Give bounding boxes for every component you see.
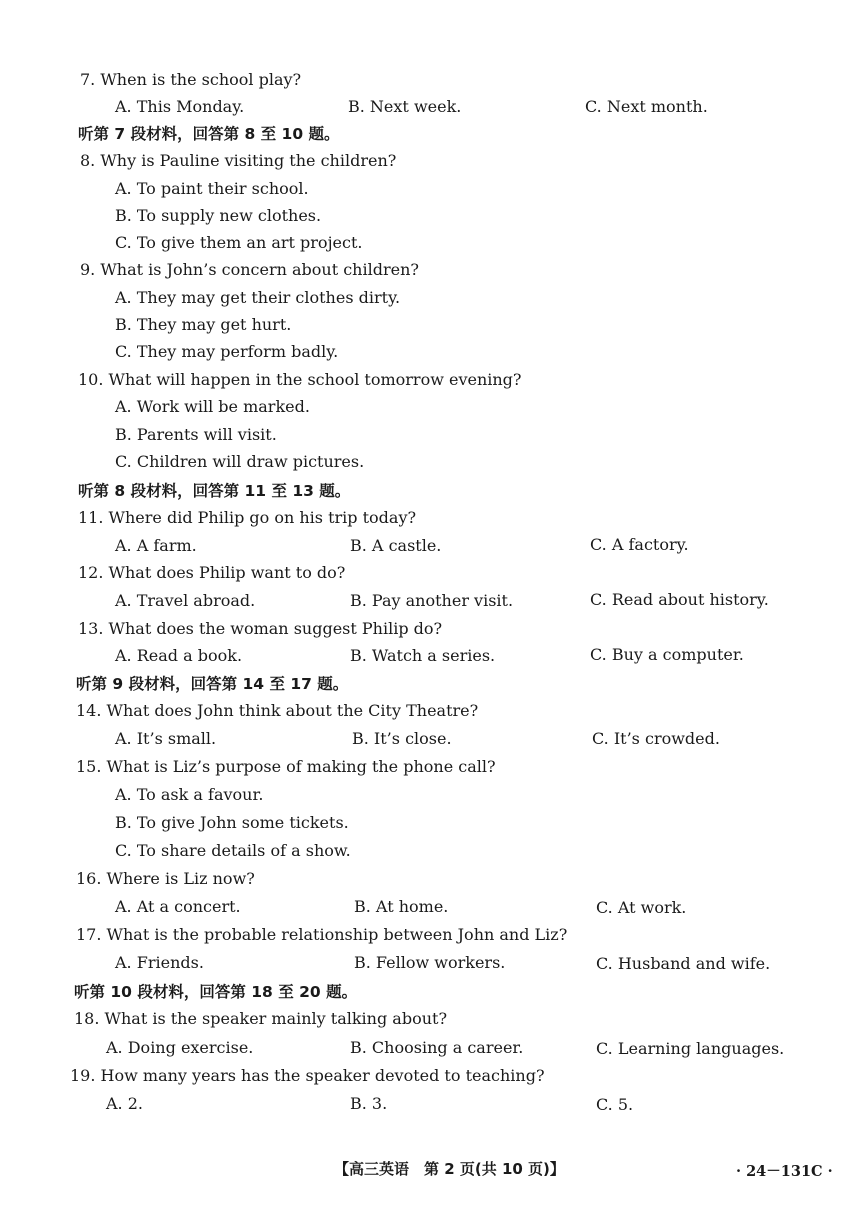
question-7-stem: 7. When is the school play? xyxy=(80,70,302,89)
section-heading-8: 听第 8 段材料，回答第 11 至 13 题。 xyxy=(78,482,351,500)
page-footer-code: · 24－131C · xyxy=(736,1163,833,1180)
question-16-option-c: C. At work. xyxy=(596,898,687,917)
question-12-option-b: B. Pay another visit. xyxy=(350,591,514,610)
question-17-option-b: B. Fellow workers. xyxy=(354,953,506,972)
page-footer-title: 【高三英语 第 2 页(共 10 页)】 xyxy=(334,1160,565,1178)
section-heading-7: 听第 7 段材料，回答第 8 至 10 题。 xyxy=(78,125,340,143)
question-11-option-a: A. A farm. xyxy=(115,536,197,555)
question-8-option-b: B. To supply new clothes. xyxy=(115,206,322,225)
question-9-option-c: C. They may perform badly. xyxy=(115,342,339,361)
question-15-option-c: C. To share details of a show. xyxy=(115,841,351,860)
question-10-stem: 10. What will happen in the school tomorrow evening? xyxy=(78,370,522,389)
question-9-option-b: B. They may get hurt. xyxy=(115,315,292,334)
question-10-option-b: B. Parents will visit. xyxy=(115,425,277,444)
question-19-stem: 19. How many years has the speaker devoted to teaching? xyxy=(70,1066,545,1085)
question-12-option-a: A. Travel abroad. xyxy=(115,591,256,610)
question-13-option-b: B. Watch a series. xyxy=(350,646,496,665)
question-7-option-b: B. Next week. xyxy=(348,97,462,116)
question-15-option-a: A. To ask a favour. xyxy=(115,785,264,804)
section-heading-10: 听第 10 段材料，回答第 18 至 20 题。 xyxy=(74,983,358,1001)
question-19-option-c: C. 5. xyxy=(596,1095,634,1114)
question-17-option-a: A. Friends. xyxy=(115,953,204,972)
question-15-option-b: B. To give John some tickets. xyxy=(115,813,349,832)
question-19-option-a: A. 2. xyxy=(106,1094,143,1113)
question-9-option-a: A. They may get their clothes dirty. xyxy=(115,288,401,307)
question-11-option-c: C. A factory. xyxy=(590,535,689,554)
question-18-option-a: A. Doing exercise. xyxy=(106,1038,254,1057)
question-11-stem: 11. Where did Philip go on his trip today? xyxy=(78,508,417,527)
question-12-stem: 12. What does Philip want to do? xyxy=(78,563,346,582)
question-14-option-a: A. It’s small. xyxy=(115,729,217,748)
question-11-option-b: B. A castle. xyxy=(350,536,442,555)
question-18-stem: 18. What is the speaker mainly talking about? xyxy=(74,1009,448,1028)
question-7-option-c: C. Next month. xyxy=(585,97,708,116)
question-9-stem: 9. What is John’s concern about children? xyxy=(80,260,419,279)
question-14-option-b: B. It’s close. xyxy=(352,729,452,748)
question-17-stem: 17. What is the probable relationship between John and Liz? xyxy=(76,925,568,944)
question-8-stem: 8. Why is Pauline visiting the children? xyxy=(80,151,397,170)
question-13-stem: 13. What does the woman suggest Philip do? xyxy=(78,619,443,638)
question-18-option-b: B. Choosing a career. xyxy=(350,1038,524,1057)
question-12-option-c: C. Read about history. xyxy=(590,590,769,609)
question-14-stem: 14. What does John think about the City Theatre? xyxy=(76,701,479,720)
question-8-option-a: A. To paint their school. xyxy=(115,179,309,198)
question-16-option-a: A. At a concert. xyxy=(115,897,241,916)
question-16-stem: 16. Where is Liz now? xyxy=(76,869,255,888)
question-15-stem: 15. What is Liz’s purpose of making the phone call? xyxy=(76,757,496,776)
question-16-option-b: B. At home. xyxy=(354,897,449,916)
question-18-option-c: C. Learning languages. xyxy=(596,1039,785,1058)
question-10-option-c: C. Children will draw pictures. xyxy=(115,452,365,471)
question-7-option-a: A. This Monday. xyxy=(115,97,245,116)
question-14-option-c: C. It’s crowded. xyxy=(592,729,720,748)
question-19-option-b: B. 3. xyxy=(350,1094,388,1113)
question-17-option-c: C. Husband and wife. xyxy=(596,954,771,973)
question-8-option-c: C. To give them an art project. xyxy=(115,233,363,252)
section-heading-9: 听第 9 段材料，回答第 14 至 17 题。 xyxy=(76,675,349,693)
question-13-option-a: A. Read a book. xyxy=(115,646,243,665)
question-10-option-a: A. Work will be marked. xyxy=(115,397,310,416)
question-13-option-c: C. Buy a computer. xyxy=(590,645,744,664)
